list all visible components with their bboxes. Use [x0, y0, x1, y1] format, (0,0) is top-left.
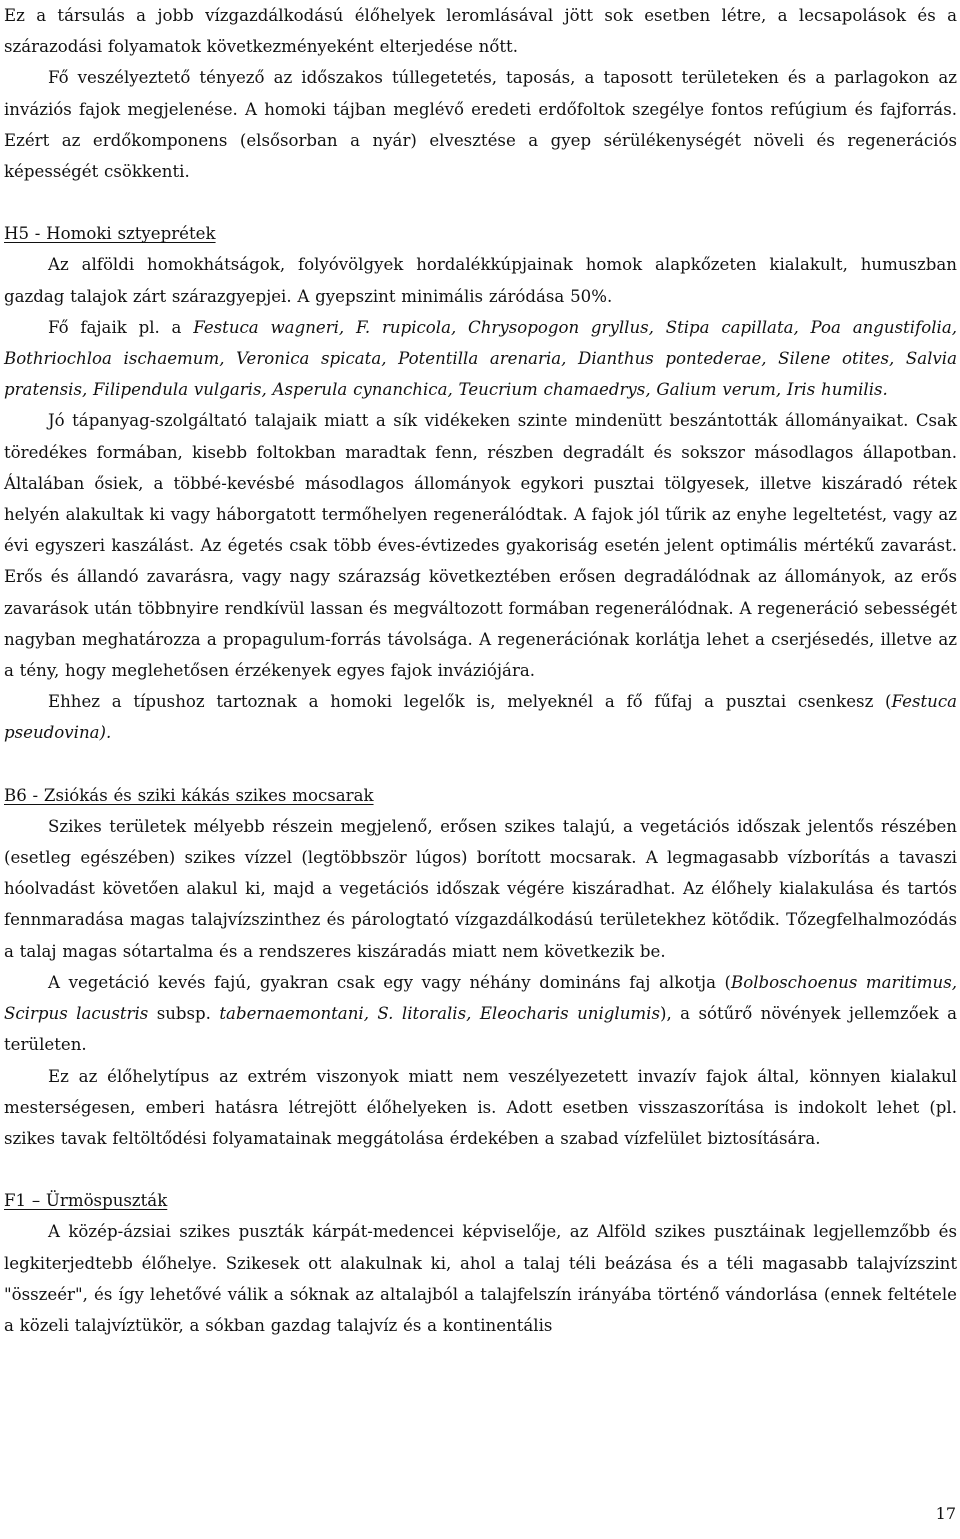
- section-heading-b6: B6 - Zsiókás és sziki kákás szikes mocsarak: [4, 785, 374, 805]
- intro-paragraph-2: Fő veszélyeztető tényező az időszakos túllegetetés, taposás, a taposott területeken és a parlagokon az inváziós fajok megjelenése. A homoki tájban meglévő eredeti erdőfoltok szegélye fontos refúgium és fajforrás. Ezért az erdőkomponens (elsősorban a nyár) elvesztése a gyep sérülékenységét növeli és regenerációs képességét csökkenti.: [4, 68, 957, 182]
- h5-p4-prefix: Ehhez a típushoz tartoznak a homoki legelők is, melyeknél a fő fűfaj a pusztai csenkesz (: [48, 692, 892, 712]
- h5-paragraph-1: Az alföldi homokhátságok, folyóvölgyek hordalékkúpjainak homok alapkőzeten kialakult, humuszban gazdag talajok zárt szárazgyepjei. A gyepszint minimális záródása 50%.: [4, 255, 957, 306]
- b6-paragraph-1: Szikes területek mélyebb részein megjelenő, erősen szikes talajú, a vegetációs időszak jelentős részében (esetleg egészében) szikes vízzel (legtöbbször lúgos) borított mocsarak. A legmagasabb vízborítás a tavaszi hóolvadást követően alakul ki, majd a vegetációs időszak végére kiszáradhat. Az élőhely kialakulása és tartós fennmaradása magas talajvízszinthez és párologtató vízgazdálkodású területekhez kötődik. Tőzegfelhalmozódás a talaj magas sótartalma és a rendszeres kiszáradás miatt nem következik be.: [4, 816, 957, 961]
- h5-paragraph-4: [4, 686, 957, 748]
- b6-p2-prefix: A vegetáció kevés fajú, gyakran csak egy vagy néhány domináns faj alkotja (: [48, 972, 732, 992]
- b6-p2-species-1: Bolboschoenus maritimus, Scirpus lacustris: [4, 972, 957, 1024]
- spacer: [4, 749, 957, 780]
- spacer: [4, 187, 957, 218]
- b6-paragraph-3: Ez az élőhelytípus az extrém viszonyok miatt nem veszélyezetett invazív fajok által, könnyen kialakul mesterségesen, emberi hatásra létrejött élőhelyeken is. Adott esetben visszaszorítása is indokolt lehet (pl. szikes tavak feltöltődési folyamatainak meggátolása érdekében a szabad vízfelület biztosítására.: [4, 1066, 957, 1148]
- b6-p2-subsp: subsp.: [148, 1004, 220, 1024]
- h5-species-paragraph: [4, 312, 957, 406]
- f1-paragraph-1: A közép-ázsiai szikes puszták kárpát-medencei képviselője, az Alföld szikes pusztáinak legjellemzőbb és legkiterjedtebb élőhelye. Szikesek ott alakulnak ki, ahol a talaj téli beázása és a téli magasabb talajvízszint "összeér", és így lehetővé válik a sóknak az altalajból a talajfelszín irányába történő vándorlása (ennek feltétele a közeli talajvíztükör, a sókban gazdag talajvíz és a kontinentális: [4, 1222, 957, 1335]
- h5-p4-species: Festuca pseudovina).: [4, 692, 957, 743]
- intro-paragraph-1: Ez a társulás a jobb vízgazdálkodású élőhelyek leromlásával jött sok esetben létre, a lecsapolások és a szárazodási folyamatok következményeként elterjedése nőtt.: [4, 6, 957, 57]
- section-heading-h5: H5 - Homoki sztyeprétek: [4, 224, 216, 244]
- h5-species-list: Festuca wagneri, F. rupicola, Chrysopogon gryllus, Stipa capillata, Poa angustifolia, Bothriochloa ischaemum, Veronica spicata, Potentilla arenaria, Dianthus pontederae, Silene otites, Salvia pratensis, Filipendula vulgaris, Asperula cynanchica, Teucrium chamaedrys, Galium verum, Iris humilis.: [4, 317, 957, 400]
- spacer: [4, 1154, 957, 1185]
- document-page: [4, 0, 957, 1341]
- b6-p2-suffix: ), a sótűrő növények jellemzőek a területen.: [4, 1004, 957, 1055]
- h5-paragraph-3: Jó tápanyag-szolgáltató talajaik miatt a sík vidékeken szinte mindenütt beszántották állományaikat. Csak töredékes formában, kisebb foltokban maradtak fenn, részben degradált és sokszor másodlagos állapotban. Általában ősiek, a többé-kevésbé másodlagos állományok egykori pusztai tölgyesek, illetve kiszáradó rétek helyén alakultak ki vagy háborgatott termőhelyen regenerálódtak. A fajok jól tűrik az enyhe legeltetést, vagy az évi egyszeri kaszálást. Az égetés csak több éves-évtizedes gyakoriság esetén jelent optimális mértékű zavarást. Erős és állandó zavarásra, vagy nagy szárazság következtében erősen degradálódnak az állományok, az erős zavarások után többnyire rendkívül lassan és megváltozott formában regenerálódnak. A regeneráció sebességét nagyban meghatározza a propagulum-forrás távolsága. A regenerációnak korlátja lehet a cserjésedés, illetve az a tény, hogy meglehetősen érzékenyek egyes fajok inváziójára.: [4, 411, 957, 681]
- section-heading-f1: F1 – Ürmöspuszták: [4, 1191, 168, 1211]
- page-number: 17: [935, 1504, 956, 1523]
- b6-paragraph-2: [4, 967, 957, 1061]
- b6-p2-species-2: tabernaemontani, S. litoralis, Eleocharis uniglumis: [219, 1004, 660, 1024]
- h5-species-prefix: Fő fajaik pl. a: [48, 317, 194, 337]
